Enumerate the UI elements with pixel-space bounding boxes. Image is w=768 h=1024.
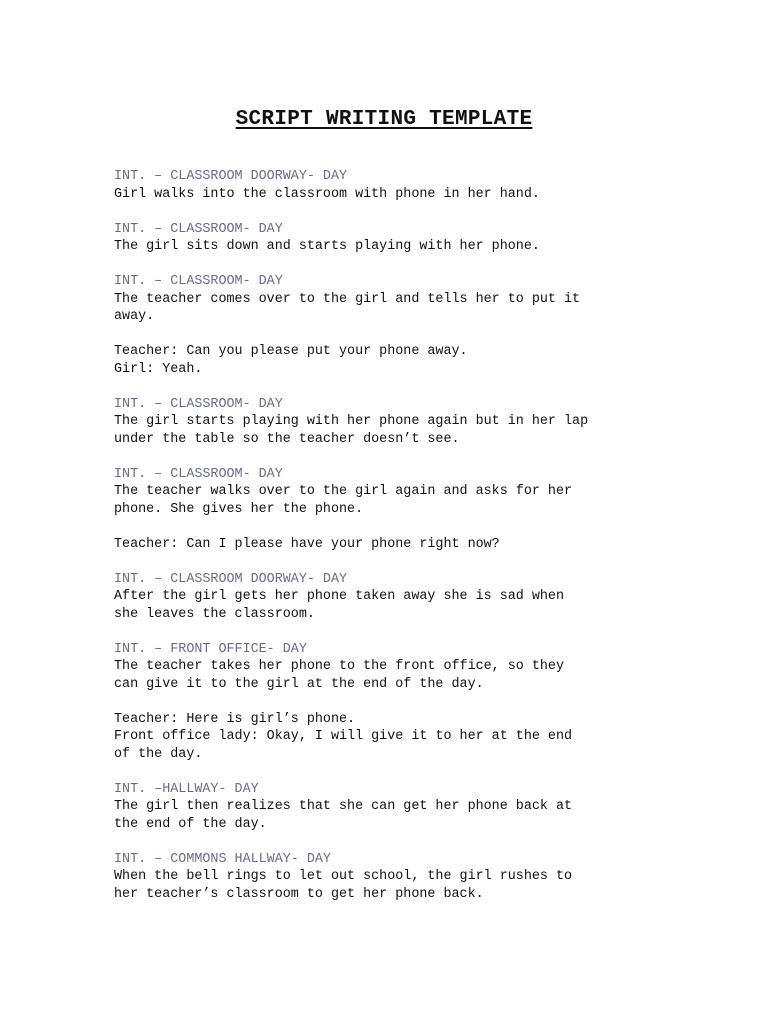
dialogue-line: Teacher: Here is girl’s phone. (114, 711, 356, 727)
dialogue-block (114, 536, 659, 554)
action-line: The teacher takes her phone to the front office, so they (114, 659, 564, 674)
scene-heading: INT. – CLASSROOM DOORWAY- DAY (114, 571, 348, 587)
action-line: The girl sits down and starts playing with her phone. (114, 239, 540, 254)
scene-block (114, 273, 659, 326)
script-body (114, 168, 659, 903)
action-line: After the girl gets her phone taken away she is sad when (114, 589, 564, 604)
scene-block (114, 641, 659, 694)
action-line: away. (114, 309, 155, 324)
dialogue-block (114, 343, 659, 378)
scene-heading: INT. – CLASSROOM- DAY (114, 396, 283, 412)
scene-heading: INT. – FRONT OFFICE- DAY (114, 641, 307, 657)
action-line: phone. She gives her the phone. (114, 501, 364, 517)
dialogue-line: of the day. (114, 746, 203, 762)
action-line: The girl then realizes that she can get her phone back at (114, 799, 573, 814)
action-line: The girl starts playing with her phone again but in her lap (114, 414, 589, 429)
scene-block (114, 571, 659, 624)
scene-block (114, 168, 659, 203)
dialogue-line: Teacher: Can you please put your phone away. (114, 344, 468, 359)
scene-block (114, 221, 659, 256)
scene-heading: INT. – COMMONS HALLWAY- DAY (114, 851, 331, 867)
scene-block (114, 466, 659, 519)
scene-block (114, 396, 659, 449)
scene-block (114, 851, 659, 904)
document-title (0, 108, 768, 131)
dialogue-block (114, 711, 659, 764)
action-line: the end of the day. (114, 816, 267, 832)
scene-heading: INT. –HALLWAY- DAY (114, 781, 259, 797)
action-line: under the table so the teacher doesn’t see. (114, 431, 460, 447)
scene-heading: INT. – CLASSROOM- DAY (114, 221, 283, 237)
action-line: can give it to the girl at the end of the day. (114, 676, 484, 692)
action-line: The teacher walks over to the girl again and asks for her (114, 484, 573, 499)
dialogue-line: Teacher: Can I please have your phone right now? (114, 536, 500, 552)
scene-heading: INT. – CLASSROOM- DAY (114, 274, 283, 289)
document-title-text: SCRIPT WRITING TEMPLATE (235, 108, 533, 131)
action-line: When the bell rings to let out school, the girl rushes to (114, 869, 573, 884)
action-line: her teacher’s classroom to get her phone back. (114, 886, 484, 902)
dialogue-line: Front office lady: Okay, I will give it to her at the end (114, 729, 573, 744)
action-line: Girl walks into the classroom with phone in her hand. (114, 186, 540, 202)
action-line: The teacher comes over to the girl and tells her to put it (114, 291, 581, 307)
scene-heading: INT. – CLASSROOM DOORWAY- DAY (114, 169, 348, 184)
scene-heading: INT. – CLASSROOM- DAY (114, 466, 283, 482)
action-line: she leaves the classroom. (114, 606, 315, 622)
scene-block (114, 781, 659, 834)
dialogue-line: Girl: Yeah. (114, 361, 203, 377)
